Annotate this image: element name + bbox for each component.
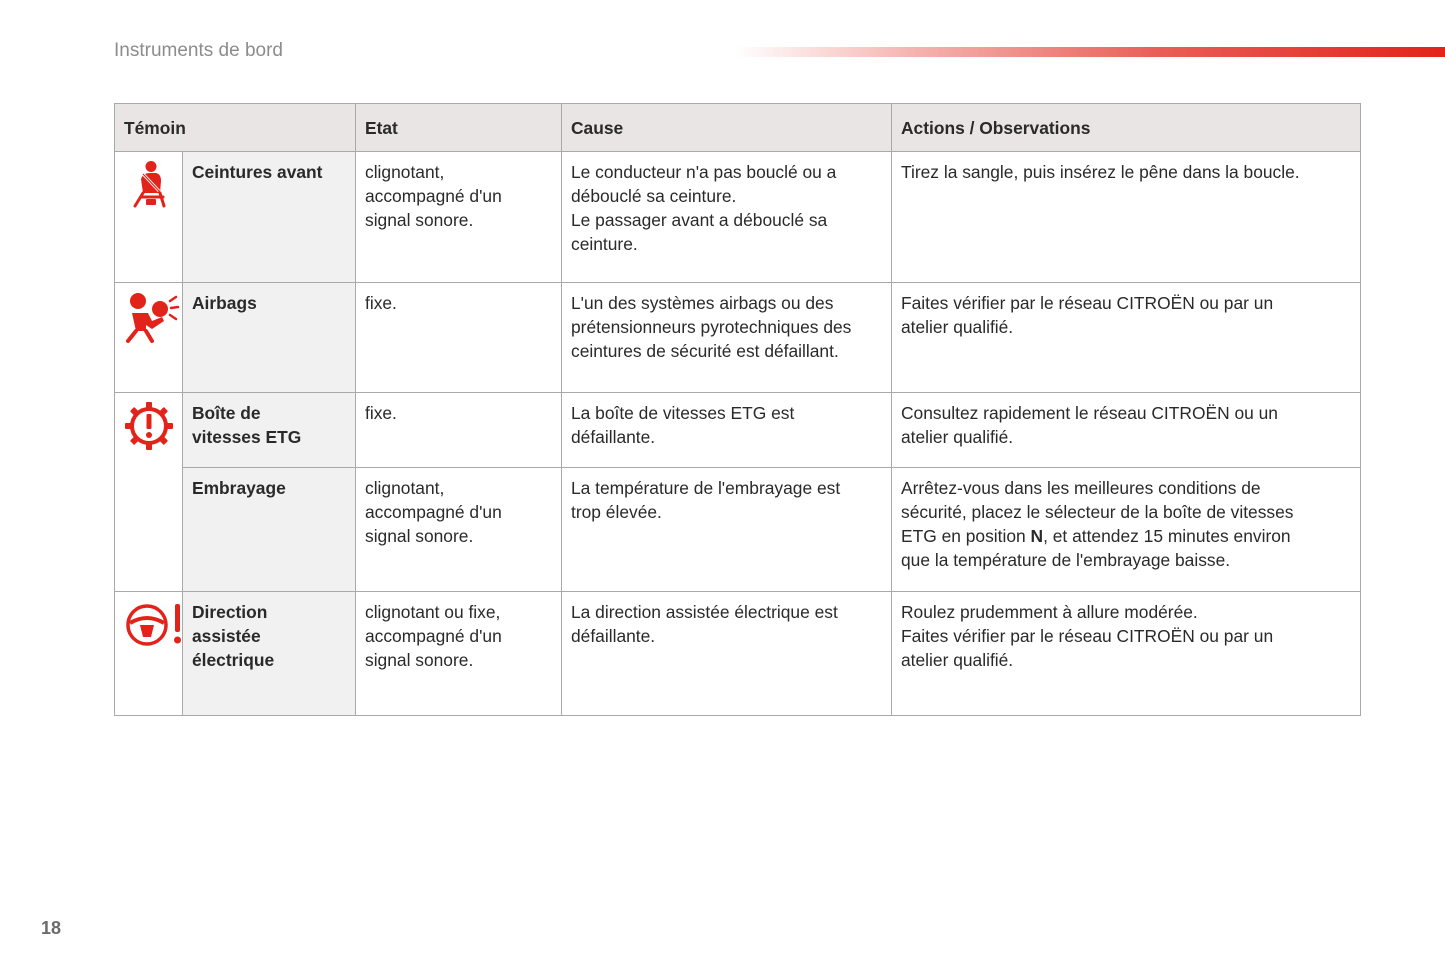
etat-line: accompagné d'un xyxy=(365,502,502,522)
actions-text: ETG en position xyxy=(901,526,1031,546)
warning-name-cell: Ceintures avant xyxy=(183,152,356,283)
etat-line: clignotant, xyxy=(365,162,445,182)
actions-line: que la température de l'embrayage baisse. xyxy=(901,550,1231,570)
cause-line: Le conducteur n'a pas bouclé ou a xyxy=(571,162,837,182)
gearbox-warning-icon xyxy=(124,401,174,451)
actions-line: atelier qualifié. xyxy=(901,317,1014,337)
actions-line: Faites vérifier par le réseau CITROËN ou par un xyxy=(901,626,1274,646)
column-header-actions: Actions / Observations xyxy=(892,104,1361,152)
actions-line: Faites vérifier par le réseau CITROËN ou par un xyxy=(901,293,1274,313)
icon-cell xyxy=(115,592,183,716)
table-row-embrayage xyxy=(115,468,1361,592)
airbag-warning-icon xyxy=(124,291,174,343)
cause-line: défaillante. xyxy=(571,427,656,447)
table-row-airbags xyxy=(115,283,1361,393)
cause-line: ceinture. xyxy=(571,234,638,254)
name-line: électrique xyxy=(192,650,275,670)
table-row-boite-vitesses xyxy=(115,393,1361,468)
etat-line: signal sonore. xyxy=(365,526,474,546)
column-header-temoin: Témoin xyxy=(115,104,356,152)
actions-cell xyxy=(892,393,1361,468)
actions-line: sécurité, placez le sélecteur de la boîte de vitesses xyxy=(901,502,1294,522)
cause-line: Le passager avant a débouclé sa xyxy=(571,210,828,230)
etat-line: fixe. xyxy=(365,293,397,313)
cause-cell xyxy=(562,393,892,468)
cause-line: L'un des systèmes airbags ou des xyxy=(571,293,834,313)
cause-line: trop élevée. xyxy=(571,502,662,522)
gear-position-label: N xyxy=(1030,526,1044,546)
actions-line: atelier qualifié. xyxy=(901,427,1014,447)
actions-cell xyxy=(892,592,1361,716)
cause-line: prétensionneurs pyrotechniques des xyxy=(571,317,852,337)
etat-line: signal sonore. xyxy=(365,650,474,670)
etat-line: accompagné d'un xyxy=(365,626,502,646)
table-row-ceintures xyxy=(115,152,1361,283)
warning-name-cell: Embrayage xyxy=(183,468,356,592)
section-title: Instruments de bord xyxy=(114,40,283,61)
name-line: assistée xyxy=(192,626,261,646)
name-line: Direction xyxy=(192,602,268,622)
seatbelt-warning-icon xyxy=(124,160,174,208)
actions-line: atelier qualifié. xyxy=(901,650,1014,670)
etat-cell xyxy=(356,283,562,393)
cause-line: défaillante. xyxy=(571,626,656,646)
actions-line: Roulez prudemment à allure modérée. xyxy=(901,602,1198,622)
icon-cell xyxy=(115,152,183,283)
etat-line: clignotant, xyxy=(365,478,445,498)
page-number: 18 xyxy=(41,918,62,938)
column-header-etat: Etat xyxy=(356,104,562,152)
cause-cell xyxy=(562,468,892,592)
name-line: vitesses ETG xyxy=(192,427,302,447)
name-line: Boîte de xyxy=(192,403,261,423)
power-steering-warning-icon xyxy=(124,600,174,650)
icon-cell xyxy=(115,393,183,592)
etat-cell xyxy=(356,393,562,468)
table-row-direction-assistee xyxy=(115,592,1361,716)
actions-cell xyxy=(892,283,1361,393)
actions-line: Arrêtez-vous dans les meilleures conditions de xyxy=(901,478,1261,498)
cause-line: ceintures de sécurité est défaillant. xyxy=(571,341,839,361)
cause-line: débouclé sa ceinture. xyxy=(571,186,737,206)
actions-cell xyxy=(892,468,1361,592)
actions-line xyxy=(901,524,1352,548)
cause-cell xyxy=(562,592,892,716)
etat-cell xyxy=(356,152,562,283)
etat-line: fixe. xyxy=(365,403,397,423)
etat-line: signal sonore. xyxy=(365,210,474,230)
icon-cell xyxy=(115,283,183,393)
cause-line: La température de l'embrayage est xyxy=(571,478,841,498)
cause-line: La boîte de vitesses ETG est xyxy=(571,403,795,423)
actions-line: Consultez rapidement le réseau CITROËN ou un xyxy=(901,403,1278,423)
warning-name-cell: Airbags xyxy=(183,283,356,393)
etat-cell xyxy=(356,592,562,716)
cause-line: La direction assistée électrique est xyxy=(571,602,838,622)
actions-cell xyxy=(892,152,1361,283)
header-accent-bar xyxy=(735,47,1445,57)
actions-line: Tirez la sangle, puis insérez le pêne dans la boucle. xyxy=(901,162,1300,182)
cause-cell xyxy=(562,152,892,283)
cause-cell xyxy=(562,283,892,393)
etat-line: accompagné d'un xyxy=(365,186,502,206)
warning-name-cell xyxy=(183,393,356,468)
etat-cell xyxy=(356,468,562,592)
table-header-row xyxy=(115,104,1361,152)
actions-text: , et attendez 15 minutes environ xyxy=(1043,526,1291,546)
column-header-cause: Cause xyxy=(562,104,892,152)
warning-name-cell xyxy=(183,592,356,716)
warning-lights-table xyxy=(114,103,1361,716)
etat-line: clignotant ou fixe, xyxy=(365,602,501,622)
